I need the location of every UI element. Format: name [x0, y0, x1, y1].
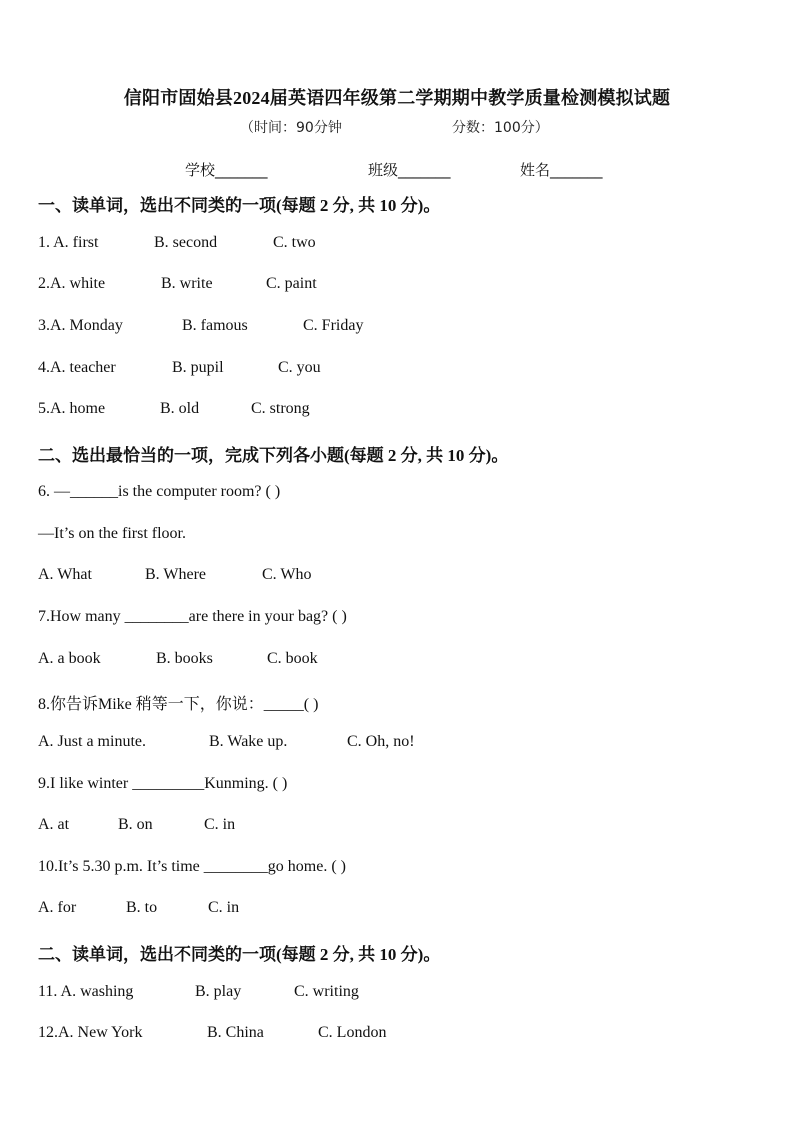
- question-6-stem: 6. —______is the computer room? ( ): [38, 483, 281, 500]
- school-field: 学校_______: [185, 161, 268, 179]
- q12-option-b: B. China: [207, 1024, 264, 1041]
- section-heading-3: 二、读单词，选出不同类的一项(每题 2 分, 共 10 分)。: [38, 945, 441, 964]
- q2-option-a: 2.A. white: [38, 275, 106, 292]
- q5-option-c: C. strong: [251, 400, 310, 417]
- question-7-stem: 7.How many ________are there in your bag? ( ): [38, 608, 347, 625]
- q11-option-c: C. writing: [294, 983, 359, 1000]
- q10-option-a: A. for: [38, 899, 77, 916]
- q11-option-b: B. play: [195, 983, 242, 1000]
- q6-option-c: C. Who: [262, 566, 312, 583]
- q1-option-a: 1. A. first: [38, 234, 99, 251]
- q7-option-a: A. a book: [38, 650, 101, 667]
- q3-option-a: 3.A. Monday: [38, 317, 123, 334]
- question-9-stem: 9.I like winter _________Kunming. ( ): [38, 775, 288, 792]
- q8-option-b: B. Wake up.: [209, 733, 288, 750]
- section-heading-1: 一、读单词，选出不同类的一项(每题 2 分, 共 10 分)。: [38, 196, 441, 215]
- q12-option-c: C. London: [318, 1024, 387, 1041]
- q10-option-b: B. to: [126, 899, 158, 916]
- q2-option-c: C. paint: [266, 275, 317, 292]
- class-field: 班级_______: [368, 161, 451, 179]
- question-8-stem: 8.你告诉Mike 稍等一下，你说：_____( ): [38, 696, 319, 713]
- q11-option-a: 11. A. washing: [38, 983, 134, 1000]
- exam-score: 分数：100分）: [452, 120, 549, 136]
- exam-time: （时间：90分钟: [240, 120, 342, 136]
- q7-option-b: B. books: [156, 650, 213, 667]
- q5-option-b: B. old: [160, 400, 200, 417]
- q1-option-c: C. two: [273, 234, 316, 251]
- question-10-stem: 10.It’s 5.30 p.m. It’s time ________go home. ( ): [38, 858, 346, 875]
- q8-option-a: A. Just a minute.: [38, 733, 146, 750]
- q3-option-b: B. famous: [182, 317, 248, 334]
- q7-option-c: C. book: [267, 650, 318, 667]
- q5-option-a: 5.A. home: [38, 400, 106, 417]
- q6-option-a: A. What: [38, 566, 92, 583]
- q2-option-b: B. write: [161, 275, 213, 292]
- q8-option-c: C. Oh, no!: [347, 733, 415, 750]
- q6-option-b: B. Where: [145, 566, 207, 583]
- q4-option-c: C. you: [278, 359, 321, 376]
- name-field: 姓名_______: [520, 161, 603, 179]
- q3-option-c: C. Friday: [303, 317, 364, 334]
- exam-title: 信阳市固始县2024届英语四年级第二学期期中教学质量检测模拟试题: [123, 88, 671, 108]
- q1-option-b: B. second: [154, 234, 218, 251]
- section-heading-2: 二、选出最恰当的一项，完成下列各小题(每题 2 分, 共 10 分)。: [38, 446, 509, 465]
- question-6-answer-line: —It’s on the first floor.: [38, 525, 186, 542]
- q10-option-c: C. in: [208, 899, 240, 916]
- q4-option-a: 4.A. teacher: [38, 359, 116, 376]
- q9-option-a: A. at: [38, 816, 70, 833]
- q9-option-c: C. in: [204, 816, 236, 833]
- q12-option-a: 12.A. New York: [38, 1024, 143, 1041]
- q4-option-b: B. pupil: [172, 359, 224, 376]
- q9-option-b: B. on: [118, 816, 153, 833]
